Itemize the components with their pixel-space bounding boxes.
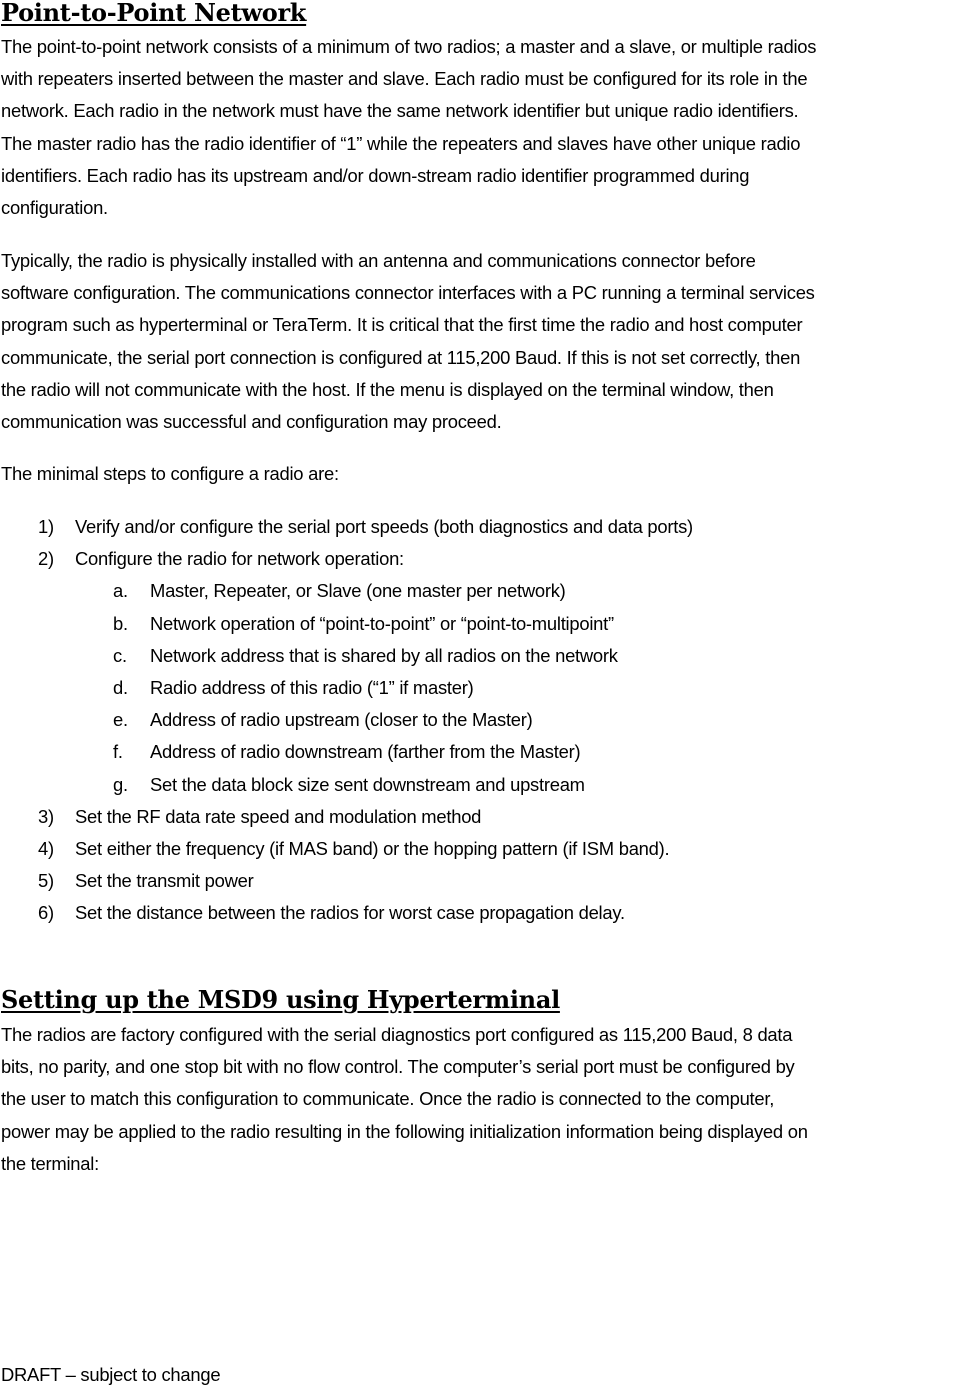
paragraph-line: The point-to-point network consists of a minimum of two radios; a master and a slave, or multiple radios <box>1 36 817 57</box>
list-item <box>0 704 974 736</box>
list-item <box>0 672 974 704</box>
list-item <box>0 801 974 833</box>
paragraph-line: with repeaters inserted between the master and slave. Each radio must be configured for its role in the <box>1 68 808 90</box>
paragraph-line: program such as hyperterminal or TeraTerm. It is critical that the first time the radio and host computer <box>1 314 803 336</box>
list-item-text: Set the transmit power <box>75 870 254 892</box>
paragraph-line: Typically, the radio is physically installed with an antenna and communications connector before <box>1 250 756 271</box>
paragraph-line: the terminal: <box>1 1152 99 1174</box>
list-item <box>0 897 974 929</box>
paragraph-line: communicate, the serial port connection is configured at 115,200 Baud. If this is not set correctly, then <box>1 346 801 368</box>
list-item-text: Set the RF data rate speed and modulation method <box>75 805 482 827</box>
list-item <box>0 833 974 865</box>
paragraph-network-overview <box>1 31 973 224</box>
list-marker: 5) <box>38 870 54 892</box>
paragraph-installation <box>1 245 973 438</box>
list-item-text: Set either the frequency (if MAS band) or the hopping pattern (if ISM band). <box>75 837 670 859</box>
section-title-point-to-point-network: Point-to-Point Network <box>1 0 307 27</box>
paragraph-factory-configuration <box>1 1019 973 1180</box>
list-item <box>0 769 974 801</box>
list-item-text: Network operation of “point-to-point” or “point-to-multipoint” <box>150 612 614 634</box>
list-marker: 4) <box>38 837 54 859</box>
list-marker: 6) <box>38 902 54 924</box>
list-marker: 2) <box>38 548 54 570</box>
list-marker: a. <box>113 580 128 602</box>
paragraph-line: communication was successful and configuration may proceed. <box>1 411 502 433</box>
list-item <box>0 608 974 640</box>
list-item-text: Verify and/or configure the serial port speeds (both diagnostics and data ports) <box>75 516 693 537</box>
paragraph-line: configuration. <box>1 197 108 219</box>
configuration-steps-list <box>0 511 974 929</box>
list-item-text: Set the data block size sent downstream and upstream <box>150 773 585 795</box>
list-item <box>0 640 974 672</box>
list-item <box>0 865 974 897</box>
section-title-setting-up-msd9: Setting up the MSD9 using Hyperterminal <box>1 985 560 1014</box>
paragraph-line: The minimal steps to configure a radio are: <box>1 463 339 484</box>
list-marker: g. <box>113 773 128 795</box>
list-marker: f. <box>113 741 123 763</box>
list-item <box>0 736 974 768</box>
list-marker: 3) <box>38 805 54 827</box>
list-marker: d. <box>113 676 128 698</box>
paragraph-line: The master radio has the radio identifier of “1” while the repeaters and slaves have other unique radio <box>1 132 801 154</box>
paragraph-line: bits, no parity, and one stop bit with no flow control. The computer’s serial port must be configured by <box>1 1056 795 1078</box>
list-item <box>0 511 974 543</box>
list-item-text: Radio address of this radio (“1” if master) <box>150 676 474 698</box>
list-item-text: Master, Repeater, or Slave (one master per network) <box>150 580 566 602</box>
paragraph-minimal-steps-intro <box>1 458 973 490</box>
page-footer-draft-notice: DRAFT – subject to change <box>1 1364 221 1385</box>
paragraph-line: network. Each radio in the network must have the same network identifier but unique radio identifiers. <box>1 100 799 122</box>
list-item <box>0 575 974 607</box>
list-item-text: Address of radio upstream (closer to the Master) <box>150 709 533 731</box>
list-item-text: Address of radio downstream (farther from the Master) <box>150 741 581 763</box>
paragraph-line: power may be applied to the radio resulting in the following initialization information being displayed on <box>1 1120 808 1142</box>
paragraph-line: The radios are factory configured with the serial diagnostics port configured as 115,200 Baud, 8 data <box>1 1024 793 1045</box>
list-marker: e. <box>113 709 128 731</box>
paragraph-line: identifiers. Each radio has its upstream and/or down-stream radio identifier programmed during <box>1 164 750 186</box>
list-marker: c. <box>113 644 127 666</box>
list-item <box>0 543 974 575</box>
list-marker: 1) <box>38 516 54 537</box>
paragraph-line: the user to match this configuration to communicate. Once the radio is connected to the computer, <box>1 1088 775 1110</box>
list-item-text: Configure the radio for network operation: <box>75 548 404 570</box>
list-item-text: Set the distance between the radios for worst case propagation delay. <box>75 902 625 924</box>
list-item-text: Network address that is shared by all radios on the network <box>150 644 618 666</box>
paragraph-line: the radio will not communicate with the host. If the menu is displayed on the terminal window, then <box>1 378 774 400</box>
list-marker: b. <box>113 612 128 634</box>
paragraph-line: software configuration. The communications connector interfaces with a PC running a terminal services <box>1 282 815 304</box>
